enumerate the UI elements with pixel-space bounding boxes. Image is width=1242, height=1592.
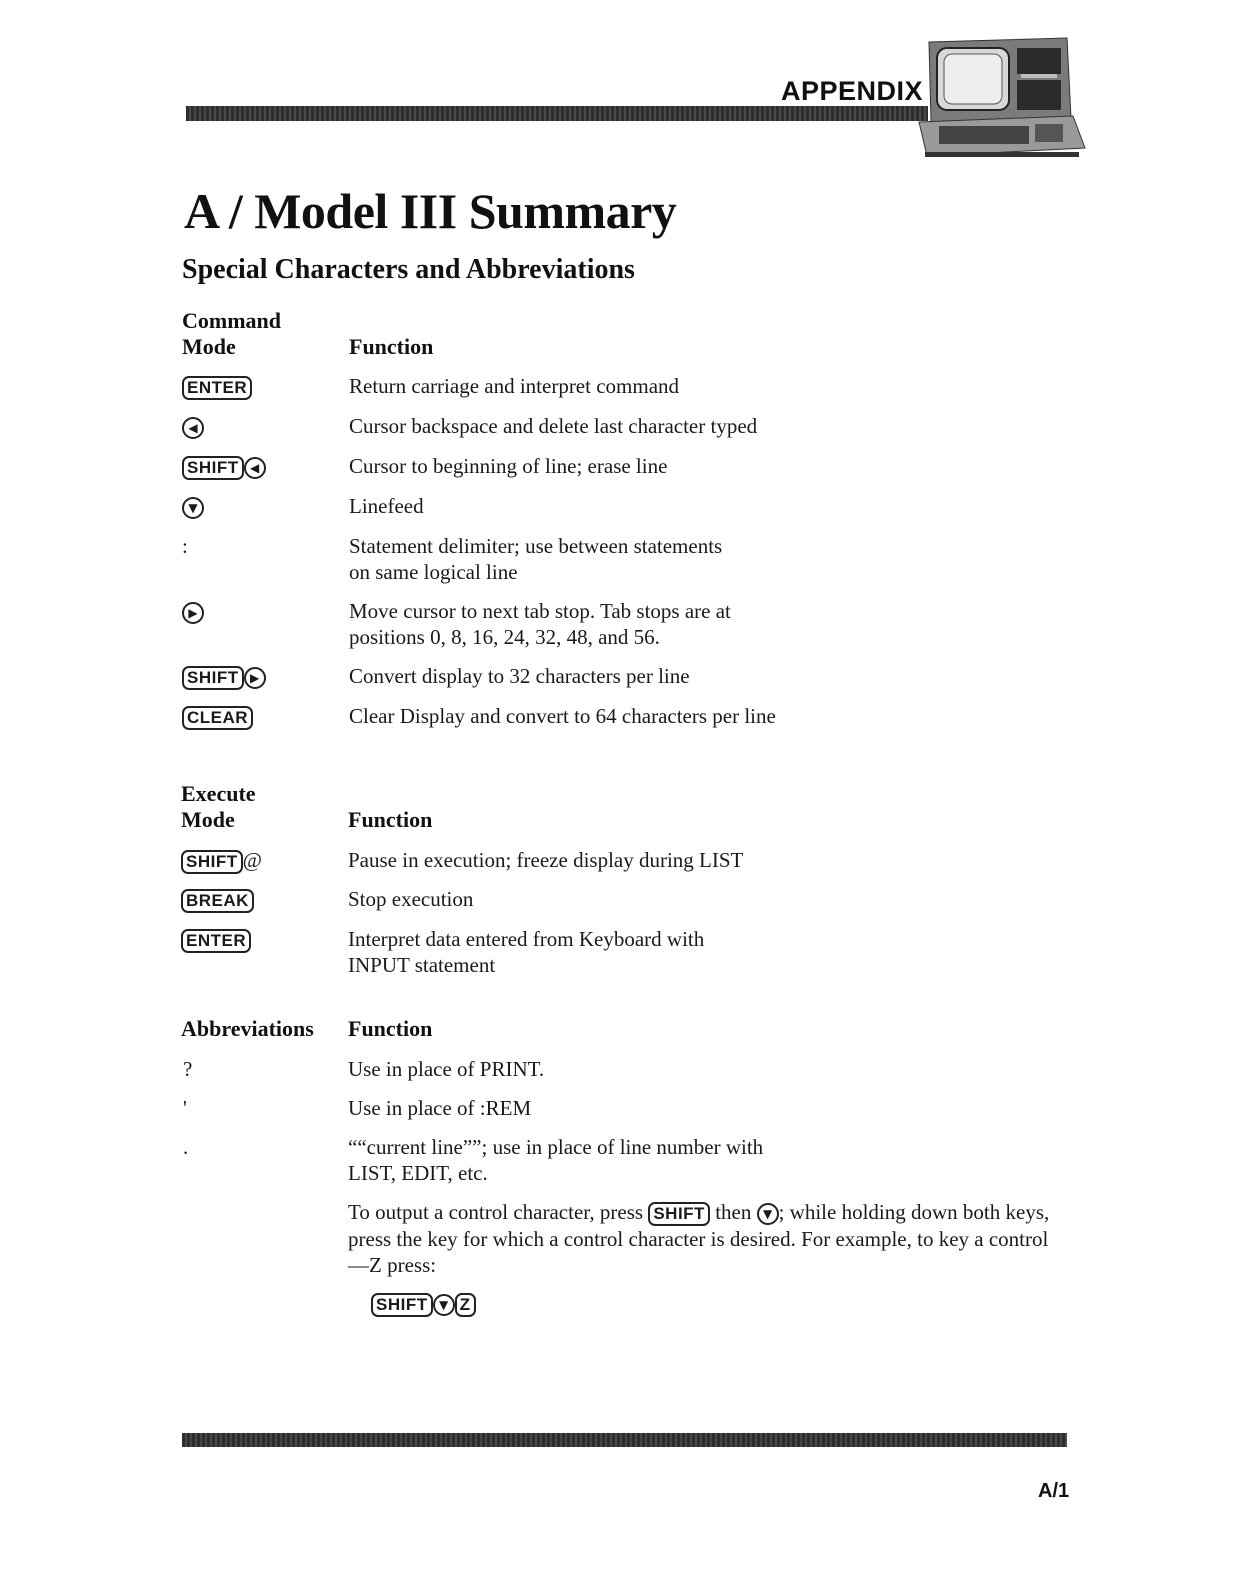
desc-row: Return carriage and interpret command — [349, 374, 680, 398]
abbr-apostrophe: ' — [183, 1096, 187, 1120]
desc-row: Pause in execution; freeze display during LIST — [348, 848, 744, 872]
appendix-label: APPENDIX — [781, 76, 924, 106]
key-colon: : — [182, 534, 188, 558]
note-line-3: —Z press: — [348, 1253, 437, 1278]
desc-row: Cursor to beginning of line; erase line — [349, 454, 668, 478]
key-enter: ENTER — [182, 373, 252, 400]
desc-line: Statement delimiter; use between statements — [349, 534, 723, 558]
abbr-question: ? — [183, 1057, 193, 1081]
desc-row: Cursor backspace and delete last character typed — [349, 414, 758, 438]
command-mode-header — [182, 308, 281, 360]
desc-row — [348, 1134, 1068, 1186]
right-arrow-icon: ▶ — [244, 667, 266, 689]
desc-line: Move cursor to next tab stop. Tab stops are at — [349, 599, 731, 623]
execute-function-header: Function — [348, 807, 433, 832]
key-shift-left: SHIFT ◀ — [182, 453, 266, 480]
down-arrow-icon: ▼ — [757, 1203, 779, 1225]
desc-line: ““current line””; use in place of line number with — [348, 1135, 764, 1159]
page-title: A / Model III Summary — [184, 183, 677, 239]
down-arrow-icon: ▼ — [433, 1294, 455, 1316]
note-line-1: To output a control character, press SHIFT then ▼ ; while holding down both keys, — [348, 1199, 1068, 1226]
command-mode-header-line2: Mode — [182, 334, 236, 359]
desc-line: Interpret data entered from Keyboard with — [348, 927, 705, 951]
left-arrow-icon: ◀ — [244, 457, 266, 479]
desc-row — [349, 598, 1069, 650]
execute-mode-header-line2: Mode — [181, 807, 235, 832]
header-rule — [186, 106, 928, 121]
abbreviations-function-header: Function — [348, 1016, 433, 1041]
down-arrow-icon: ▼ — [182, 493, 204, 519]
key-enter: ENTER — [181, 926, 251, 953]
page-number: A/1 — [1038, 1480, 1070, 1502]
key-shift-at: SHIFT @ — [181, 847, 262, 874]
shift-key: SHIFT — [371, 1293, 433, 1317]
desc-row: Convert display to 32 characters per line — [349, 664, 690, 688]
control-character-note — [348, 1199, 1068, 1278]
desc-line: positions 0, 8, 16, 24, 32, 48, and 56. — [349, 625, 660, 649]
desc-row: Stop execution — [348, 887, 474, 911]
command-mode-header-line1: Command — [182, 308, 282, 333]
abbreviations-header: Abbreviations — [181, 1016, 314, 1041]
footer-rule — [182, 1433, 1067, 1447]
execute-mode-header — [181, 781, 256, 833]
desc-line: on same logical line — [349, 560, 518, 584]
desc-row: Use in place of :REM — [348, 1096, 532, 1120]
desc-line: INPUT statement — [348, 953, 496, 977]
z-key: Z — [455, 1293, 476, 1317]
note-line-2: press the key for which a control character is desired. For example, to key a control — [348, 1227, 1049, 1252]
key-break: BREAK — [181, 886, 254, 913]
command-function-header: Function — [349, 334, 434, 359]
desc-row: Clear Display and convert to 64 characters per line — [349, 704, 776, 728]
left-arrow-icon: ◀ — [182, 413, 204, 439]
desc-row — [349, 533, 1069, 585]
desc-row: Use in place of PRINT. — [348, 1057, 545, 1081]
execute-mode-header-line1: Execute — [181, 781, 256, 806]
computer-illustration — [917, 36, 1087, 161]
example-key-sequence — [371, 1290, 476, 1317]
section-title: Special Characters and Abbreviations — [182, 254, 635, 285]
right-arrow-icon: ▶ — [182, 598, 204, 624]
desc-line: LIST, EDIT, etc. — [348, 1161, 488, 1185]
desc-row — [348, 926, 1068, 978]
shift-key: SHIFT — [648, 1202, 710, 1226]
key-shift-right: SHIFT ▶ — [182, 663, 266, 690]
key-clear: CLEAR — [182, 703, 253, 730]
desc-row: Linefeed — [349, 494, 424, 518]
abbr-period: . — [183, 1135, 189, 1159]
